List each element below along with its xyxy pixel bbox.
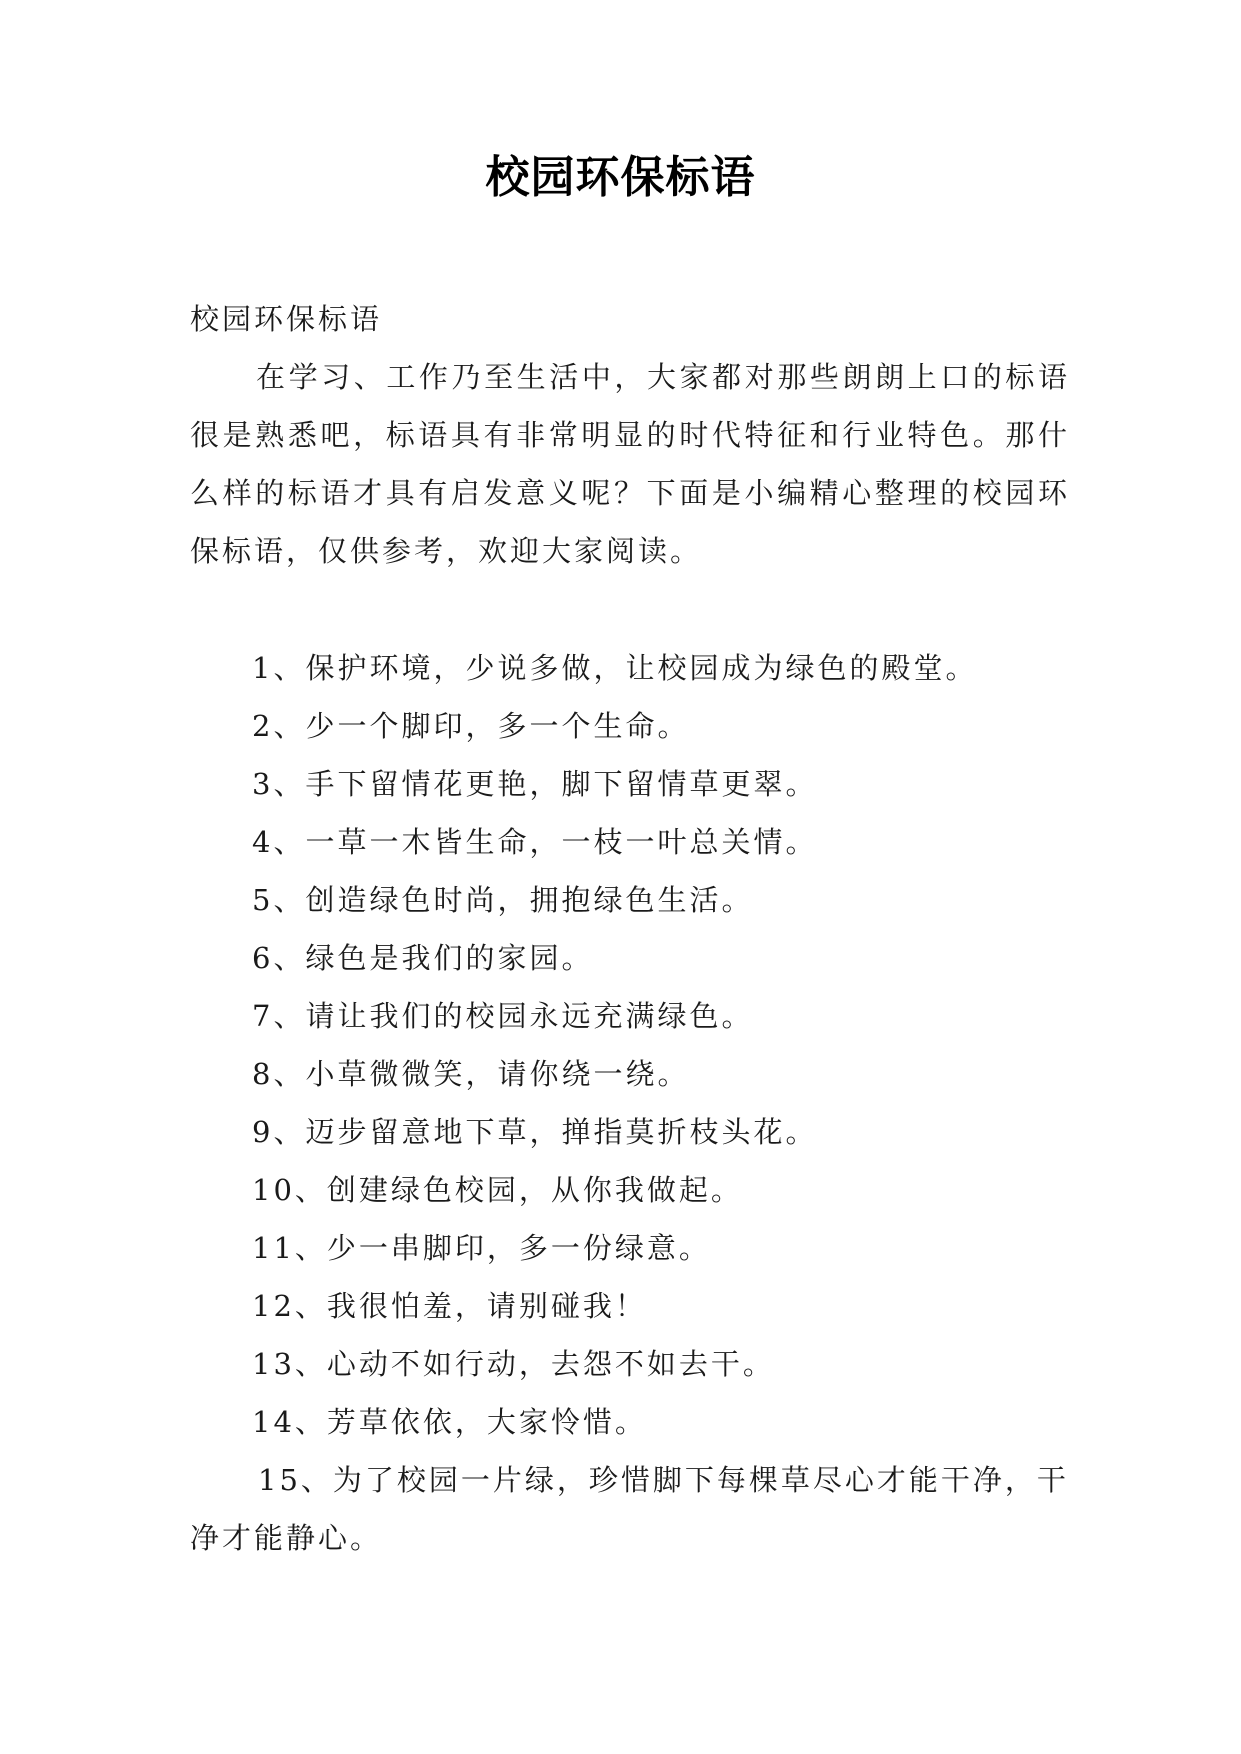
slogan-item: 10、创建绿色校园，从你我做起。: [252, 1173, 743, 1207]
slogan-item: 1、保护环境，少说多做，让校园成为绿色的殿堂。: [252, 651, 978, 685]
slogan-item: 5、创造绿色时尚，拥抱绿色生活。: [252, 883, 754, 917]
slogan-item: 8、小草微微笑，请你绕一绕。: [252, 1057, 690, 1091]
document-subtitle: 校园环保标语: [190, 302, 383, 336]
document-title: 校园环保标语: [485, 152, 756, 203]
slogan-item: 3、手下留情花更艳，脚下留情草更翠。: [252, 767, 818, 801]
intro-paragraph: 在学习、工作乃至生活中，大家都对那些朗朗上口的标语很是熟悉吧，标语具有非常明显的时代特征和行业特色。那什么样的标语才具有启发意义呢？下面是小编精心整理的校园环保标语，仅供参考，欢迎大家阅读。: [190, 360, 1070, 568]
slogan-item: 9、迈步留意地下草，掸指莫折枝头花。: [252, 1115, 818, 1149]
slogan-item: 12、我很怕羞，请别碰我！: [252, 1289, 647, 1323]
slogan-item: 14、芳草依依，大家怜惜。: [252, 1405, 647, 1439]
slogan-item: 2、少一个脚印，多一个生命。: [252, 709, 690, 743]
slogan-item: 13、心动不如行动，去怨不如去干。: [252, 1347, 775, 1381]
slogan-item: 6、绿色是我们的家园。: [252, 941, 594, 975]
slogan-item: 7、请让我们的校园永远充满绿色。: [252, 999, 754, 1033]
slogan-list: [190, 639, 1070, 1567]
slogan-item: 4、一草一木皆生命，一枝一叶总关情。: [252, 825, 818, 859]
slogan-item: 15、为了校园一片绿，珍惜脚下每棵草尽心才能干净，干净才能静心。: [190, 1463, 1069, 1555]
slogan-item: 11、少一串脚印，多一份绿意。: [252, 1231, 711, 1265]
